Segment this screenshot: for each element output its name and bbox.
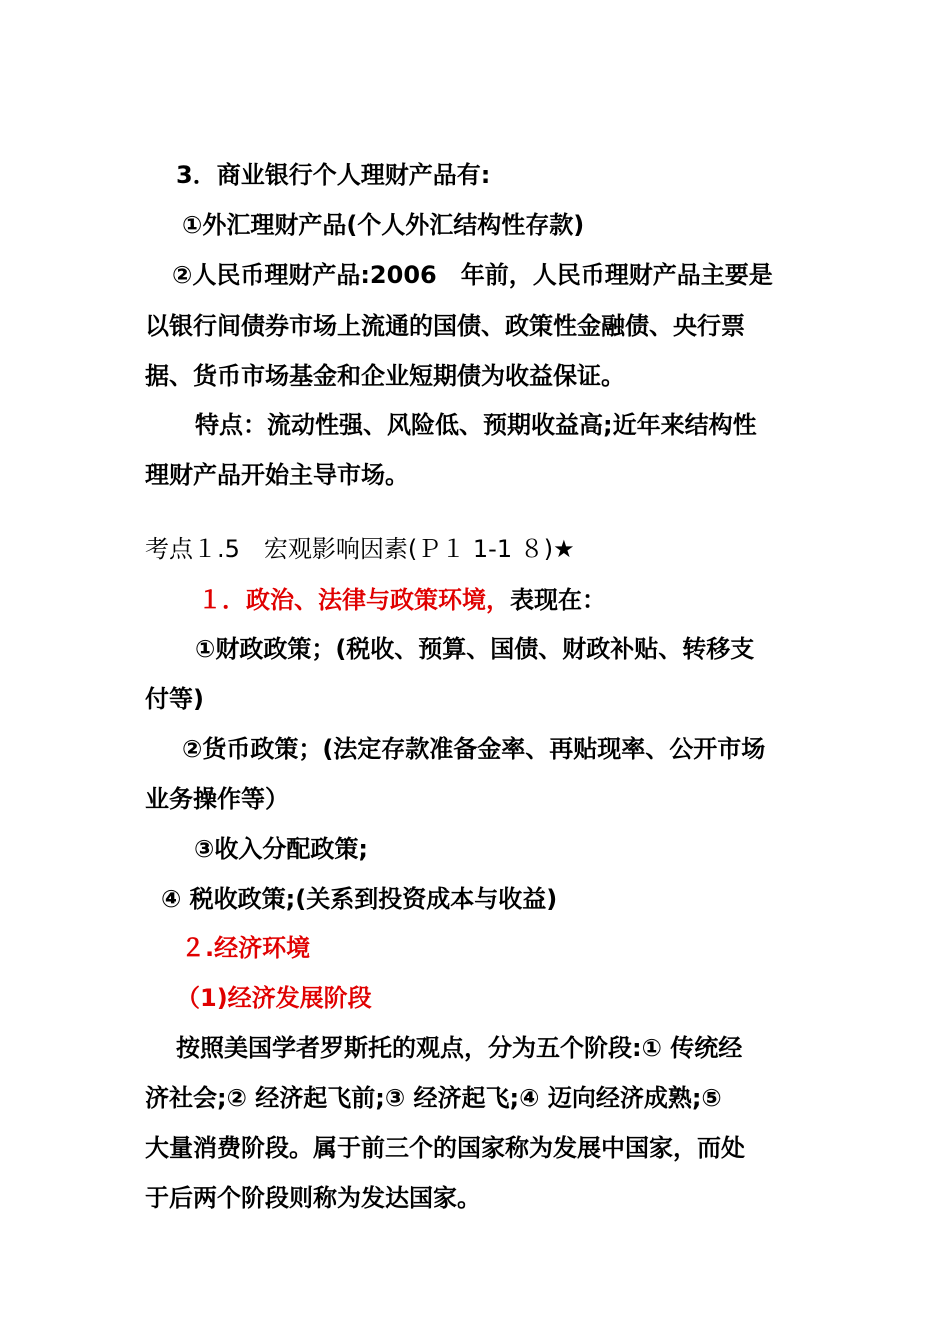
exam-point-title: 考点１.5 宏观影响因素(Ｐ１ 1-1 ８)★ [145,535,575,563]
economic-body-line-3: 大量消费阶段。属于前三个的国家称为发展中国家，而处 [145,1134,745,1162]
fiscal-policy-line-2: 付等) [145,685,204,713]
economic-subheading: （1)经济发展阶段 [176,984,372,1012]
monetary-policy-line-2: 业务操作等） [145,785,289,813]
political-heading-suffix: 表现在： [510,586,606,614]
item-rmb-products-line-2: 以银行间债券市场上流通的国债、政策性金融债、央行票 [145,312,745,340]
features-line-1: 特点：流动性强、风险低、预期收益高;近年来结构性 [195,411,757,439]
tax-policy: ④ 税收政策;(关系到投资成本与收益) [161,885,558,913]
features-line-2: 理财产品开始主导市场。 [145,461,409,489]
monetary-policy-line-1: ②货币政策；(法定存款准备金率、再贴现率、公开市场 [182,735,766,763]
item-rmb-products-line-3: 据、货币市场基金和企业短期债为收益保证。 [145,362,625,390]
fiscal-policy-line-1: ①财政政策；(税收、预算、国债、财政补贴、转移支 [195,635,755,663]
income-policy: ③收入分配政策; [194,835,368,863]
economic-heading: ２.经济环境 [181,934,311,962]
section-3-heading: 3．商业银行个人理财产品有: [176,161,491,189]
economic-body-line-1: 按照美国学者罗斯托的观点，分为五个阶段:① 传统经 [176,1034,743,1062]
item-rmb-products-line-1: ②人民币理财产品:2006 年前，人民币理财产品主要是 [172,261,773,289]
economic-body-line-4: 于后两个阶段则称为发达国家。 [145,1184,481,1212]
economic-body-line-2: 济社会;② 经济起飞前;③ 经济起飞;④ 迈向经济成熟;⑤ [145,1084,722,1112]
political-heading [198,585,606,615]
item-forex-products: ①外汇理财产品(个人外汇结构性存款) [182,211,585,239]
political-heading-red: １．政治、法律与政策环境， [198,586,510,614]
